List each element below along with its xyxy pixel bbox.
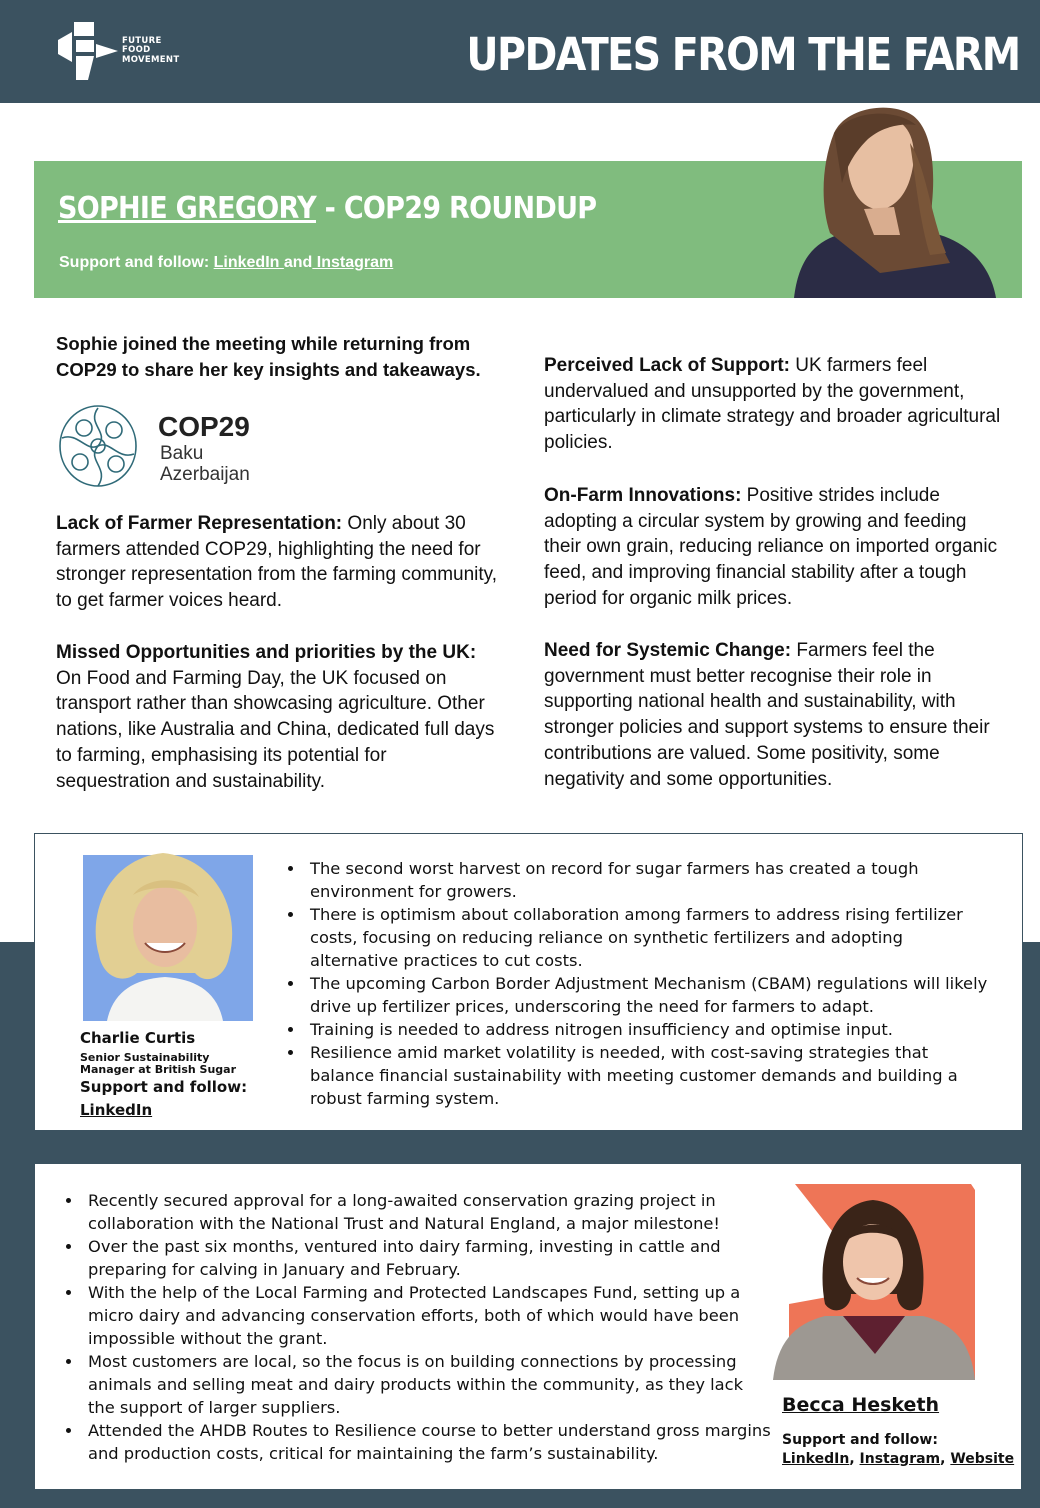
list-item: The upcoming Carbon Border Adjustment Mechanism (CBAM) regulations will likely drive up fertilizer prices, underscoring the need for farmers to adapt.: [285, 972, 995, 1018]
list-item: The second worst harvest on record for sugar farmers has created a tough environment for growers.: [285, 857, 995, 903]
becca-bullet-list: [63, 1189, 773, 1465]
banner-title-rest: - COP29 ROUNDUP: [315, 191, 597, 226]
section-heading: Missed Opportunities and priorities by the UK:: [56, 642, 477, 663]
section-lack-of-support: [544, 353, 1004, 456]
banner-support-line: [59, 254, 393, 272]
sophie-intro: Sophie joined the meeting while returning from COP29 to share her key insights and takeaways.: [56, 333, 481, 380]
becca-links: [782, 1451, 1014, 1467]
section-farmer-representation: [56, 511, 501, 614]
section-missed-opportunities: [56, 640, 501, 794]
future-food-movement-logo[interactable]: [58, 22, 179, 80]
list-item: Over the past six months, ventured into dairy farming, investing in cattle and preparing for calving in January and February.: [63, 1235, 773, 1281]
sophie-instagram-link[interactable]: Instagram: [312, 254, 394, 271]
becca-support-label: Support and follow:: [782, 1432, 938, 1448]
support-prefix: Support and follow:: [59, 254, 214, 271]
header-bar: [0, 0, 1040, 103]
section-text: Only about 30 farmers attended COP29, highlighting the need for stronger representation from the farming community, to get farmer voices heard.: [56, 513, 498, 612]
link-separator: ,: [849, 1451, 860, 1467]
becca-name[interactable]: Becca Hesketh: [782, 1394, 940, 1416]
becca-website-link[interactable]: Website: [950, 1451, 1015, 1467]
section-heading: Need for Systemic Change:: [544, 640, 792, 661]
charlie-linkedin-link[interactable]: LinkedIn: [80, 1101, 153, 1119]
cop-logo-title: COP29: [158, 411, 250, 442]
sophie-name-link[interactable]: SOPHIE GREGORY: [58, 191, 316, 226]
cop-logo-country: Azerbaijan: [160, 464, 250, 485]
becca-card: [34, 1163, 1022, 1490]
section-systemic-change: [544, 638, 1004, 792]
list-item: Most customers are local, so the focus is on building connections by processing animals and selling meat and dairy products within the community, as they lack the support of larger suppliers.: [63, 1350, 773, 1419]
banner-title: [58, 191, 596, 226]
support-and: and: [283, 254, 313, 271]
charlie-support-label: Support and follow:: [80, 1078, 248, 1096]
becca-photo: [773, 1184, 975, 1380]
section-text: Positive strides include adopting a circular system by growing and feeding their own grain, reducing reliance on imported organic feed, and improving financial stability after a tough period for organic milk prices.: [544, 485, 998, 609]
list-item: With the help of the Local Farming and Protected Landscapes Fund, setting up a micro dairy and advancing conservation efforts, both of which would have been impossible without the grant.: [63, 1281, 773, 1350]
charlie-bullet-list: [285, 857, 995, 1110]
logo-line-2: FOOD: [122, 45, 151, 56]
sophie-photo: [790, 103, 996, 298]
logo-line-1: FUTURE: [122, 35, 162, 46]
list-item: Attended the AHDB Routes to Resilience course to better understand gross margins and production costs, critical for maintaining the farm’s sustainability.: [63, 1419, 773, 1465]
charlie-role: Senior Sustainability Manager at British Sugar: [80, 1051, 237, 1076]
page-title: UPDATES FROM THE FARM: [466, 28, 1020, 81]
list-item: Resilience amid market volatility is needed, with cost-saving strategies that balance financial sustainability with meeting customer demands and building a robust farming system.: [285, 1041, 995, 1110]
logo-line-3: MOVEMENT: [122, 54, 180, 65]
cop29-logo: [56, 402, 276, 492]
becca-instagram-link[interactable]: Instagram: [859, 1451, 941, 1467]
cop-logo-city: Baku: [160, 443, 204, 464]
section-text: Farmers feel the government must better recognise their role in supporting national health and sustainability, with stronger policies and support systems to ensure their contributions are valued. Some positivity, some negativity and some opportunities.: [544, 640, 990, 790]
logo-text: [122, 37, 179, 66]
section-heading: Lack of Farmer Representation:: [56, 513, 343, 534]
section-text: UK farmers feel undervalued and unsupported by the government, particularly in climate strategy and broader agricultural policies.: [544, 355, 1001, 454]
section-heading: Perceived Lack of Support:: [544, 355, 791, 376]
list-item: Recently secured approval for a long-awaited conservation grazing project in collaboration with the National Trust and Natural England, a major milestone!: [63, 1189, 773, 1235]
charlie-card: [34, 833, 1023, 1131]
ffm-logo-icon: [58, 22, 118, 80]
section-heading: On-Farm Innovations:: [544, 485, 742, 506]
charlie-photo: [77, 845, 253, 1021]
sophie-linkedin-link[interactable]: LinkedIn: [213, 254, 284, 271]
becca-linkedin-link[interactable]: LinkedIn: [782, 1451, 850, 1467]
section-on-farm-innovations: [544, 483, 1004, 612]
list-item: There is optimism about collaboration among farmers to address rising fertilizer costs, focusing on reducing reliance on synthetic fertilizers and adopting alternative practices to cut costs.: [285, 903, 995, 972]
section-text: On Food and Farming Day, the UK focused on transport rather than showcasing agriculture. Other nations, like Australia and China, dedicated full days to farming, emphasising its potential for sequestration and sustainability.: [56, 667, 495, 792]
charlie-name: Charlie Curtis: [80, 1029, 196, 1047]
link-separator: ,: [940, 1451, 951, 1467]
list-item: Training is needed to address nitrogen insufficiency and optimise input.: [285, 1018, 995, 1041]
